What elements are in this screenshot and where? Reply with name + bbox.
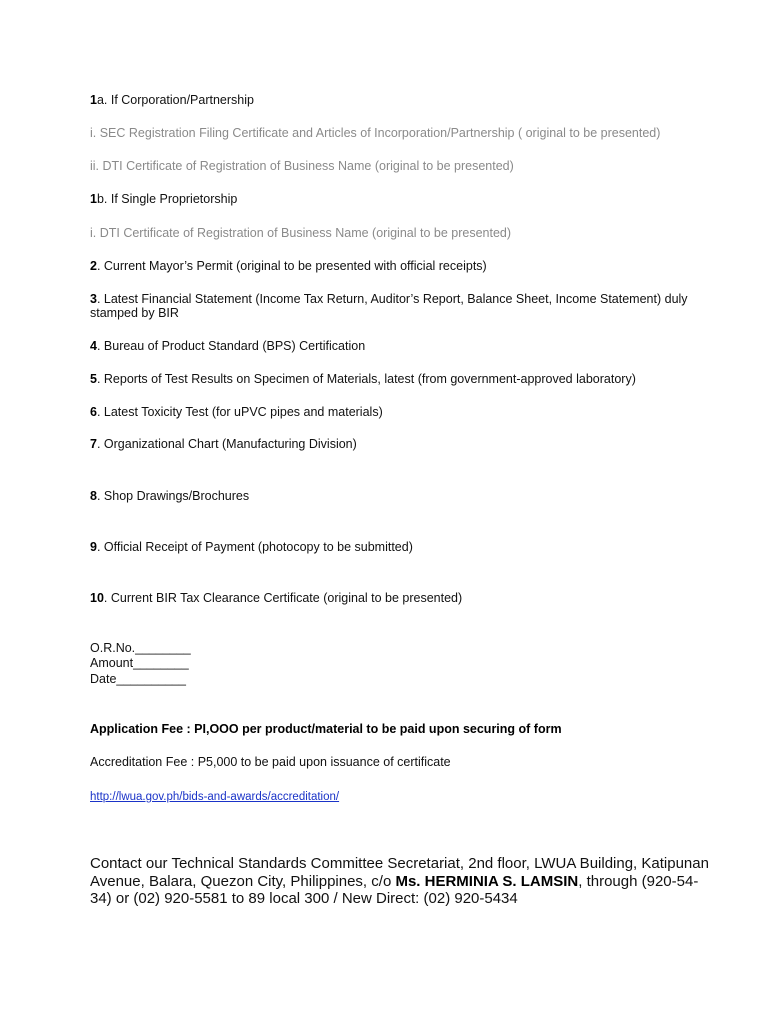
or-number-field: O.R.No.________ [90,641,191,655]
item-number: 6 [90,405,97,419]
application-fee: Application Fee : PI,OOO per product/material to be paid upon securing of form [90,722,562,736]
item-text: . Latest Financial Statement (Income Tax Return, Auditor’s Report, Balance Sheet, Income Statement) duly stamped by BIR [90,292,688,320]
item-1a-i: i. SEC Registration Filing Certificate and Articles of Incorporation/Partnership ( original to be presented) [90,126,661,140]
item-5 [90,372,636,386]
item-6 [90,405,383,419]
item-number: 5 [90,372,97,386]
item-1a [90,93,254,107]
date-field: Date__________ [90,672,186,686]
item-text: b. If Single Proprietorship [96,192,238,206]
accreditation-fee: Accreditation Fee : P5,000 to be paid upon issuance of certificate [90,755,451,769]
item-text: a. If Corporation/Partnership [96,93,254,107]
item-1b-i: i. DTI Certificate of Registration of Business Name (original to be presented) [90,226,512,240]
accreditation-link[interactable]: http://lwua.gov.ph/bids-and-awards/accreditation/ [90,791,340,803]
item-2 [90,259,487,273]
item-7 [90,437,357,451]
item-text: . Organizational Chart (Manufacturing Division) [96,437,357,451]
item-1b [90,192,237,206]
item-9 [90,540,413,554]
item-text: . Latest Toxicity Test (for uPVC pipes and materials) [96,405,383,419]
contact-text-post: , through (920-54-34) or (02) 920-5581 to 89 local 300 / New Direct: (02) 920-5434 [90,872,699,907]
item-1a-ii: ii. DTI Certificate of Registration of Business Name (original to be presented) [90,159,514,173]
item-number: 1 [90,93,97,107]
accreditation-link-wrapper [90,789,339,804]
item-number: 9 [90,540,97,554]
item-text: . Official Receipt of Payment (photocopy to be submitted) [96,540,413,554]
item-4 [90,339,365,353]
item-10 [90,591,462,605]
item-number: 2 [90,259,97,273]
amount-field: Amount________ [90,656,189,670]
item-text: . Current BIR Tax Clearance Certificate (original to be presented) [103,591,463,605]
item-number: 8 [90,489,97,503]
item-number: 4 [90,339,97,353]
item-text: . Reports of Test Results on Specimen of Materials, latest (from government-approved laboratory) [96,372,636,386]
contact-paragraph [90,855,710,908]
item-text: . Current Mayor’s Permit (original to be presented with official receipts) [96,259,487,273]
item-text: . Shop Drawings/Brochures [96,489,250,503]
item-number: 1 [90,192,97,206]
item-3 [90,292,690,320]
item-text: . Bureau of Product Standard (BPS) Certification [96,339,366,353]
contact-text-pre: Contact our Technical Standards Committee Secretariat, 2nd floor, LWUA Building, Katipunan Avenue, Balara, Quezon City, Philippines, c/o [90,855,709,890]
contact-name: Ms. HERMINIA S. LAMSIN [395,872,579,890]
item-number: 3 [90,292,97,306]
item-8 [90,489,249,503]
item-number: 7 [90,437,97,451]
item-number: 10 [90,591,104,605]
